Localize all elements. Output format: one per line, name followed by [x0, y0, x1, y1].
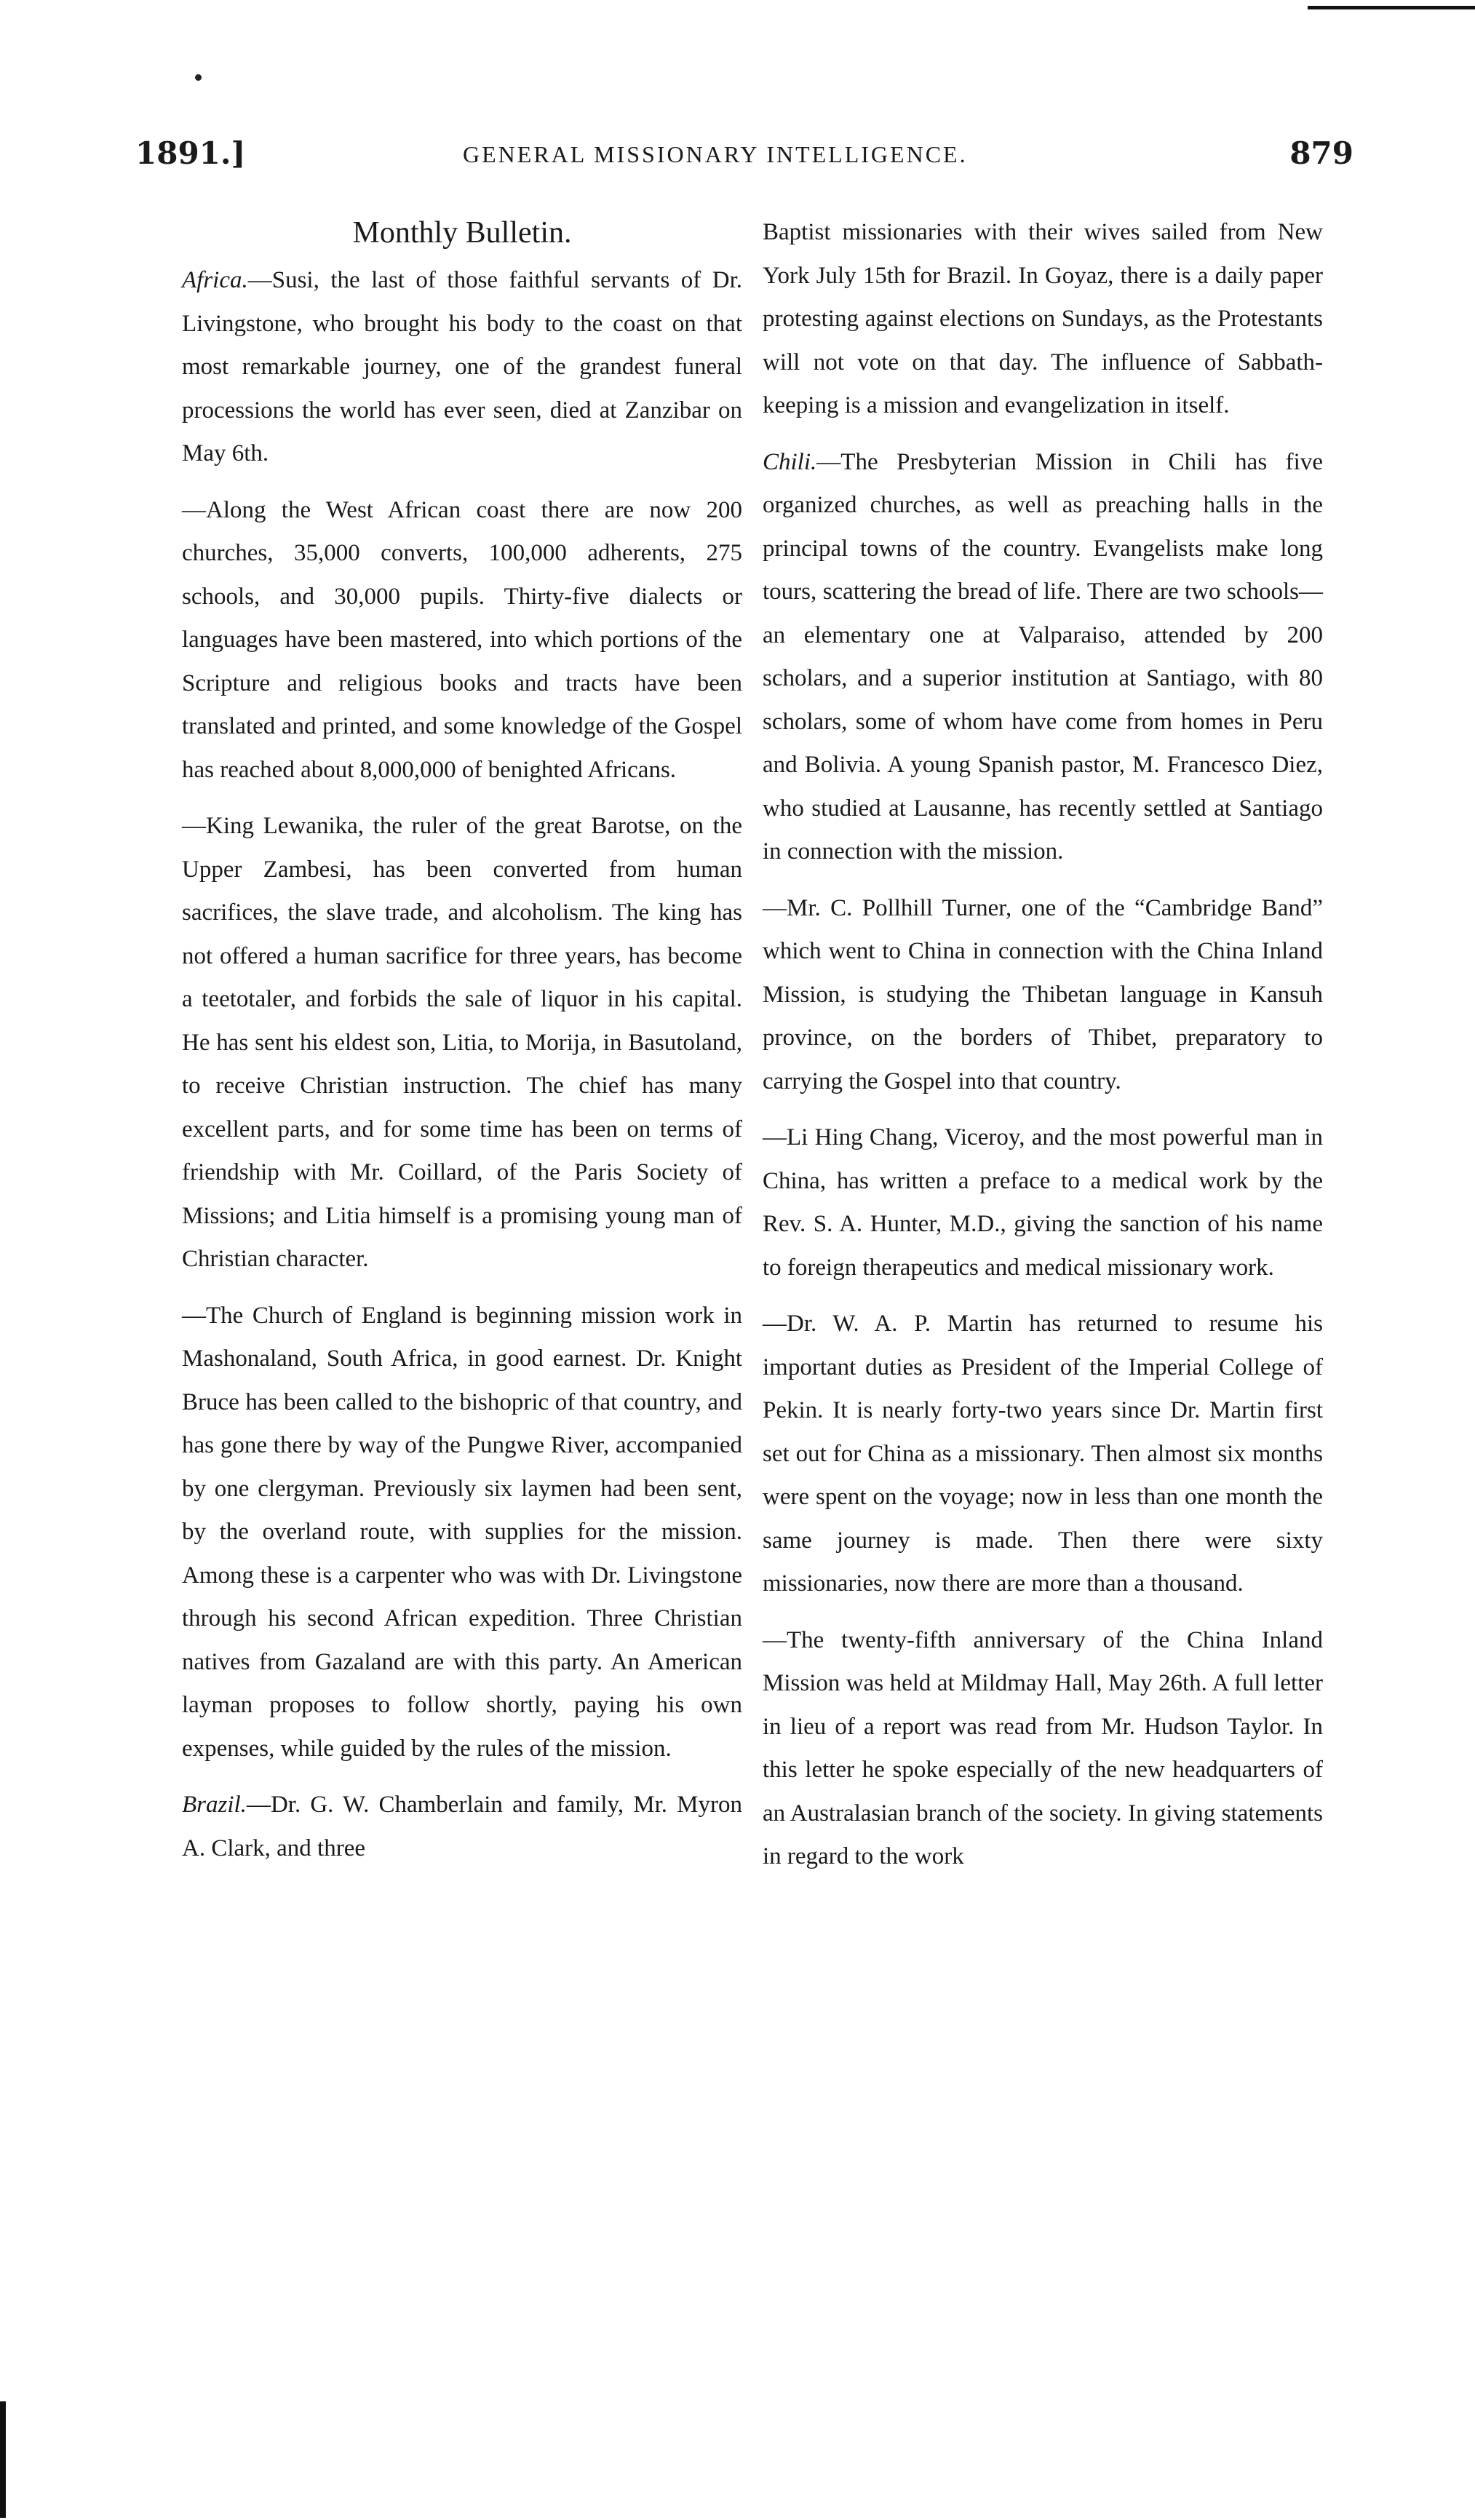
- paragraph: [182, 1295, 742, 1771]
- paragraph: [182, 805, 742, 1281]
- paragraph: [763, 211, 1323, 428]
- paragraph-text: —Along the West African coast there are now 200 churches, 35,000 converts, 100,000 adherents, 275 schools, and 30,000 pupils. Thirty-five dialects or languages have been mastered, into which portions of the Scripture and religious books and tracts have been translated and printed, and some knowledge of the Gospel has reached about 8,000,000 of benighted Africans.: [182, 496, 742, 783]
- bulletin-title: Monthly Bulletin.: [352, 216, 572, 250]
- running-header: [135, 135, 1353, 186]
- header-title: GENERAL MISSIONARY INTELLIGENCE.: [463, 141, 968, 167]
- header-year: 1891.]: [135, 135, 246, 171]
- paragraph-text: —Dr. W. A. P. Martin has returned to resume his important duties as President of the Imperial College of Pekin. It is nearly forty-two years since Dr. Martin first set out for China as a missionary. Then almost six months were spent on the voyage; now in less than one month the same journey is made. Then there were sixty missionaries, now there are more than a thousand.: [763, 1311, 1323, 1597]
- scan-speck: [195, 74, 202, 81]
- paragraph-lead: Chili.: [763, 448, 817, 475]
- scan-margin-mark: [0, 2401, 6, 2518]
- right-column: [763, 211, 1323, 1892]
- top-edge-rule: [1308, 6, 1475, 9]
- paragraph: [763, 887, 1323, 1104]
- paragraph: [763, 441, 1323, 874]
- header-page-number: 879: [1289, 135, 1353, 171]
- paragraph-text: —Li Hing Chang, Viceroy, and the most powerful man in China, has written a preface to a medical work by the Rev. S. A. Hunter, M.D., giving the sanction of his name to foreign therapeutics and medical missionary work.: [763, 1124, 1323, 1281]
- paragraph-lead: Brazil.: [182, 1792, 247, 1818]
- paragraph-text: —The Presbyterian Mission in Chili has five organized churches, as well as preaching halls in the principal towns of the country. Evangelists make long tours, scattering the bread of life. There are two schools—an elementary one at Valparaiso, attended by 200 scholars, and a superior institution at Santiago, with 80 scholars, some of whom have come from homes in Peru and Bolivia. A young Spanish pastor, M. Francesco Diez, who studied at Lausanne, has recently settled at Santiago in connection with the mission.: [763, 448, 1323, 864]
- paragraph: [763, 1116, 1323, 1289]
- paragraph-text: —Dr. G. W. Chamberlain and family, Mr. Myron A. Clark, and three: [182, 1792, 742, 1861]
- paragraph-text: —Susi, the last of those faithful servants of Dr. Livingstone, who brought his body to the coast on that most remarkable journey, one of the grandest funeral processions the world has ever seen, died at Zanzibar on May 6th.: [182, 267, 742, 466]
- paragraph: [182, 259, 742, 476]
- left-column: [182, 211, 742, 1883]
- paragraph-text: —The twenty-fifth anniversary of the China Inland Mission was held at Mildmay Hall, May 26th. A full letter in lieu of a report was read from Mr. Hudson Taylor. In this letter he spoke especially of the new headquarters of an Australasian branch of the society. In giving statements in regard to the work: [763, 1626, 1323, 1869]
- paragraph-text: Baptist missionaries with their wives sailed from New York July 15th for Brazil. In Goyaz, there is a daily paper protesting against elections on Sundays, as the Protestants will not vote on that day. The influence of Sabbath-keeping is a mission and evangelization in itself.: [763, 219, 1323, 418]
- paragraph-lead: Africa.: [182, 267, 248, 293]
- paragraph-text: —The Church of England is beginning mission work in Mashonaland, South Africa, in good earnest. Dr. Knight Bruce has been called to the bishopric of that country, and has gone there by way of the Pungwe River, accompanied by one clergyman. Previously six laymen had been sent, by the overland route, with supplies for the mission. Among these is a carpenter who was with Dr. Livingstone through his second African expedition. Three Christian natives from Gazaland are with this party. An American layman proposes to follow shortly, paying his own expenses, while guided by the rules of the mission.: [182, 1302, 742, 1762]
- paragraph: [182, 489, 742, 792]
- paragraph-text: —Mr. C. Pollhill Turner, one of the “Cambridge Band” which went to China in connection with the China Inland Mission, is studying the Thibetan language in Kansuh province, on the borders of Thibet, preparatory to carrying the Gospel into that country.: [763, 894, 1323, 1094]
- paragraph: [763, 1619, 1323, 1879]
- paragraph: [763, 1303, 1323, 1606]
- paragraph-text: —King Lewanika, the ruler of the great Barotse, on the Upper Zambesi, has been converted from human sacrifices, the slave trade, and alcoholism. The king has not offered a human sacrifice for three years, has become a teetotaler, and forbids the sale of liquor in his capital. He has sent his eldest son, Litia, to Morija, in Basutoland, to receive Christian instruction. The chief has many excellent parts, and for some time has been on terms of friendship with Mr. Coillard, of the Paris Society of Missions; and Litia himself is a promising young man of Christian character.: [182, 813, 742, 1272]
- paragraph: [182, 1784, 742, 1870]
